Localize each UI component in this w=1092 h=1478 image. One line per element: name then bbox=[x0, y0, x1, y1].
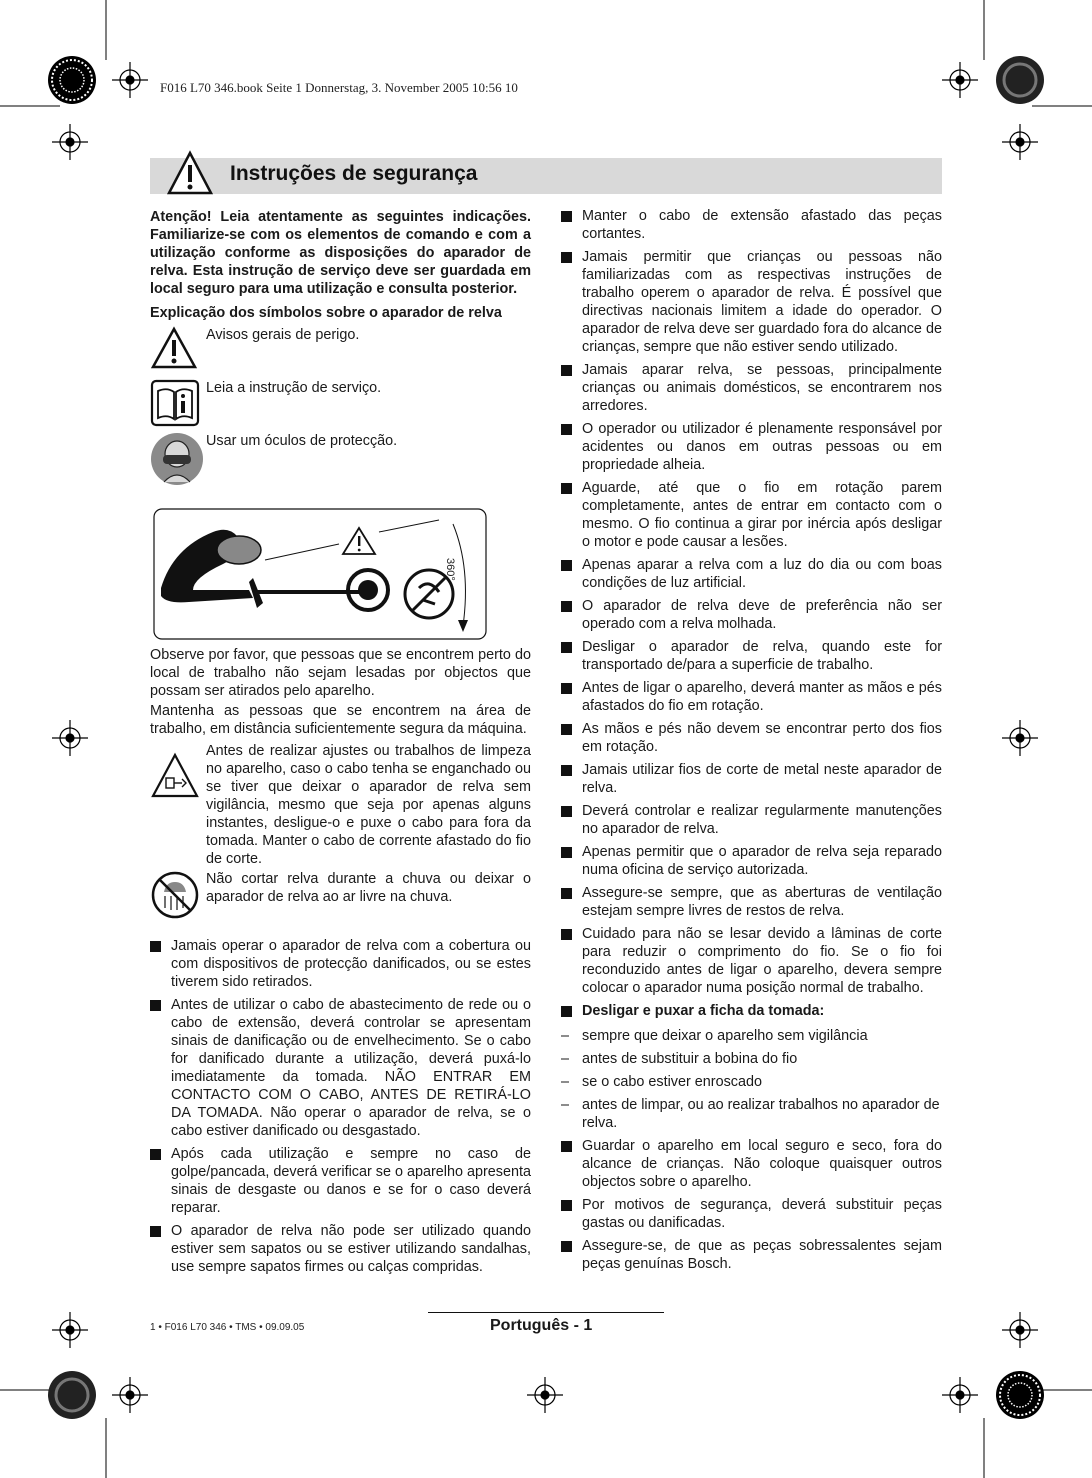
list-item: Antes de ligar o aparelho, deverá manter as mãos e pés afastados do fio em rotação. bbox=[561, 679, 942, 715]
paragraph: Mantenha as pessoas que se encontrem na área de trabalho, em distância suficientemente segura da máquina. bbox=[150, 703, 531, 737]
symbol-row bbox=[150, 870, 531, 925]
list-item: Jamais permitir que crianças ou pessoas não familiarizadas com as respectivas instruções de trabalho operem o aparador de relva. É possível que directivas nacionais limitem a idade do operador. O aparador de relva deve ser guardado fora do alcance de crianças, sempre que não estiver sendo utilizado. bbox=[561, 248, 942, 356]
bullet-square-icon bbox=[150, 1000, 161, 1011]
bullet-square-icon bbox=[561, 560, 572, 571]
list-item: Após cada utilização e sempre no caso de golpe/pancada, deverá verificar se o aparelho apresenta sinais de desgaste ou danos e se for o caso deverá reparar. bbox=[150, 1145, 531, 1217]
unplug-instructions: Antes de realizar ajustes ou trabalhos de limpeza no aparelho, caso o cabo tenha se enganchado ou se tiver que deixar o aparador de relva sem vigilância, mesmo que seja por apenas alguns instantes, desligue-o e puxe o cabo para fora da tomada. Manter o cabo de corrente afastado do fio de corte. bbox=[206, 743, 531, 867]
list-item: Por motivos de segurança, deverá substituir peças gastas ou danificadas. bbox=[561, 1196, 942, 1232]
dash-item: – antes de substituir a bobina do fio bbox=[561, 1051, 798, 1067]
bullet-square-icon bbox=[561, 683, 572, 694]
symbol-row bbox=[150, 379, 531, 426]
unplug-warning-icon bbox=[150, 752, 200, 800]
symbol-row bbox=[150, 326, 531, 373]
list-item: Deverá controlar e realizar regularmente manutenções no aparador de relva. bbox=[561, 802, 942, 838]
list-item: Cuidado para não se lesar devido a lâminas de corte para reduzir o comprimento do fio. Se o fio foi reconduzido antes de ligar o aparelho, devera sempre colocar o aparador numa posição normal de trabalho. bbox=[561, 925, 942, 997]
list-item: Jamais aparar relva, se pessoas, principalmente crianças ou animais domésticos, se encontrarem nos arredores. bbox=[561, 361, 942, 415]
intro-text: Atenção! Leia atentamente as seguintes indicações. Familiarize-se com os elementos de comando e com a utilização conforme as disposições do aparador de relva. Esta instrução de serviço deve ser guardada em local seguro para uma utilização e consulta posterior. bbox=[150, 209, 531, 297]
list-item: O aparador de relva não pode ser utilizado quando estiver sem sapatos ou se estiver utilizando sandalhas, use sempre sapatos firmes ou calças compridas. bbox=[150, 1222, 531, 1276]
bullet-square-icon bbox=[561, 211, 572, 222]
list-item: Aguarde, até que o fio em rotação parem completamente, antes de entrar em contacto com o mesmo. O fio continua a girar por inércia após desligar o motor e pode causar a lesões. bbox=[561, 479, 942, 551]
list-item: Assegure-se, de que as peças sobressalentes sejam peças genuínas Bosch. bbox=[561, 1237, 942, 1273]
bullet-square-icon bbox=[561, 424, 572, 435]
list-item: Apenas permitir que o aparador de relva seja reparado numa oficina de serviço autorizada. bbox=[561, 843, 942, 879]
list-item: Jamais utilizar fios de corte de metal neste aparador de relva. bbox=[561, 761, 942, 797]
symbol-text: Usar um óculos de protecção. bbox=[206, 433, 398, 449]
symbol-text: Avisos gerais de perigo. bbox=[206, 327, 360, 343]
list-item: Manter o cabo de extensão afastado das peças cortantes. bbox=[561, 207, 942, 243]
dash-item: – antes de limpar, ou ao realizar trabalhos no aparador de relva. bbox=[561, 1097, 940, 1131]
footer-divider bbox=[428, 1312, 664, 1313]
bullet-square-icon bbox=[561, 929, 572, 940]
list-item: Assegure-se sempre, que as aberturas de ventilação estejam sempre livres de restos de relva. bbox=[561, 884, 942, 920]
warning-triangle-icon bbox=[150, 326, 198, 370]
bullet-square-icon bbox=[561, 601, 572, 612]
bullet-square-icon bbox=[561, 483, 572, 494]
list-item: As mãos e pés não devem se encontrar perto dos fios em rotação. bbox=[561, 720, 942, 756]
left-column bbox=[150, 208, 531, 1281]
bullet-square-icon bbox=[150, 1149, 161, 1160]
bullet-square-icon bbox=[561, 806, 572, 817]
rain-warning: Não cortar relva durante a chuva ou deixar o aparador de relva ao ar livre na chuva. bbox=[206, 871, 531, 905]
list-item: Desligar o aparador de relva, quando este for transportado de/para a superficie de trabalho. bbox=[561, 638, 942, 674]
dash-item: – se o cabo estiver enroscado bbox=[561, 1074, 762, 1090]
bullet-square-icon bbox=[561, 1141, 572, 1152]
bullet-square-icon bbox=[561, 365, 572, 376]
list-item: Apenas aparar a relva com a luz do dia ou com boas condições de luz artificial. bbox=[561, 556, 942, 592]
list-item: O operador ou utilizador é plenamente responsável por acidentes ou danos em outras pessoas ou em propriedade alheia. bbox=[561, 420, 942, 474]
trimmer-illustration bbox=[153, 508, 487, 640]
list-item: Antes de utilizar o cabo de abastecimento de rede ou o cabo de extensão, deverá controlar se apresentam sinais de danificação ou de envelhecimento. Se o cabo for danificado durante a utilização, deverá puxá-lo imediatamente da tomada. NÃO ENTRAR EM CONTACTO COM O CABO, ANTES DE RETIRÁ-LO DA TOMADA. Não operar o aparador de relva, se o cabo estiver danificado ou desgastado. bbox=[150, 996, 531, 1140]
footer-print-code: 1 • F016 L70 346 • TMS • 09.09.05 bbox=[150, 1322, 305, 1333]
page-title: Instruções de segurança bbox=[230, 162, 478, 185]
manual-info-icon bbox=[150, 379, 200, 427]
bullet-square-icon bbox=[150, 941, 161, 952]
angle-label: 360° bbox=[444, 558, 456, 581]
list-item: O aparador de relva deve de preferência não ser operado com a relva molhada. bbox=[561, 597, 942, 633]
dash-item: – sempre que deixar o aparelho sem vigilância bbox=[561, 1028, 868, 1044]
thrown-objects-figure bbox=[153, 508, 487, 640]
list-item: Guardar o aparelho em local seguro e seco, fora do alcance de crianças. Não coloque quaisquer outros objectos sobre o aparelho. bbox=[561, 1137, 942, 1191]
safety-goggles-icon bbox=[150, 432, 204, 486]
list-item: Jamais operar o aparador de relva com a cobertura ou com dispositivos de protecção danificados, ou se estes tiverem sido retirados. bbox=[150, 937, 531, 991]
bullet-square-icon bbox=[561, 252, 572, 263]
bullet-square-icon bbox=[561, 888, 572, 899]
bullet-square-icon bbox=[561, 724, 572, 735]
print-info: F016 L70 346.book Seite 1 Donnerstag, 3. November 2005 10:56 10 bbox=[160, 80, 518, 95]
bullet-square-icon bbox=[561, 1200, 572, 1211]
unplug-heading-item: Desligar e puxar a ficha da tomada: bbox=[561, 1002, 942, 1022]
symbol-text: Leia a instrução de serviço. bbox=[206, 380, 382, 396]
bullet-square-icon bbox=[150, 1226, 161, 1237]
bullet-square-icon bbox=[561, 1241, 572, 1252]
page-number: Português - 1 bbox=[490, 1317, 593, 1334]
bullet-square-icon bbox=[561, 765, 572, 776]
paragraph: Observe por favor, que pessoas que se encontrem perto do local de trabalho não sejam lesadas por objectos que possam ser atirados pelo aparelho. bbox=[150, 647, 531, 699]
bullet-square-icon bbox=[561, 1006, 572, 1017]
symbols-heading: Explicação dos símbolos sobre o aparador de relva bbox=[150, 305, 502, 321]
symbol-row bbox=[150, 432, 531, 494]
bullet-square-icon bbox=[561, 847, 572, 858]
bullet-square-icon bbox=[561, 642, 572, 653]
warning-triangle-icon bbox=[166, 150, 214, 196]
no-rain-icon bbox=[150, 870, 200, 920]
right-column bbox=[561, 207, 942, 1278]
symbol-row bbox=[150, 742, 531, 868]
